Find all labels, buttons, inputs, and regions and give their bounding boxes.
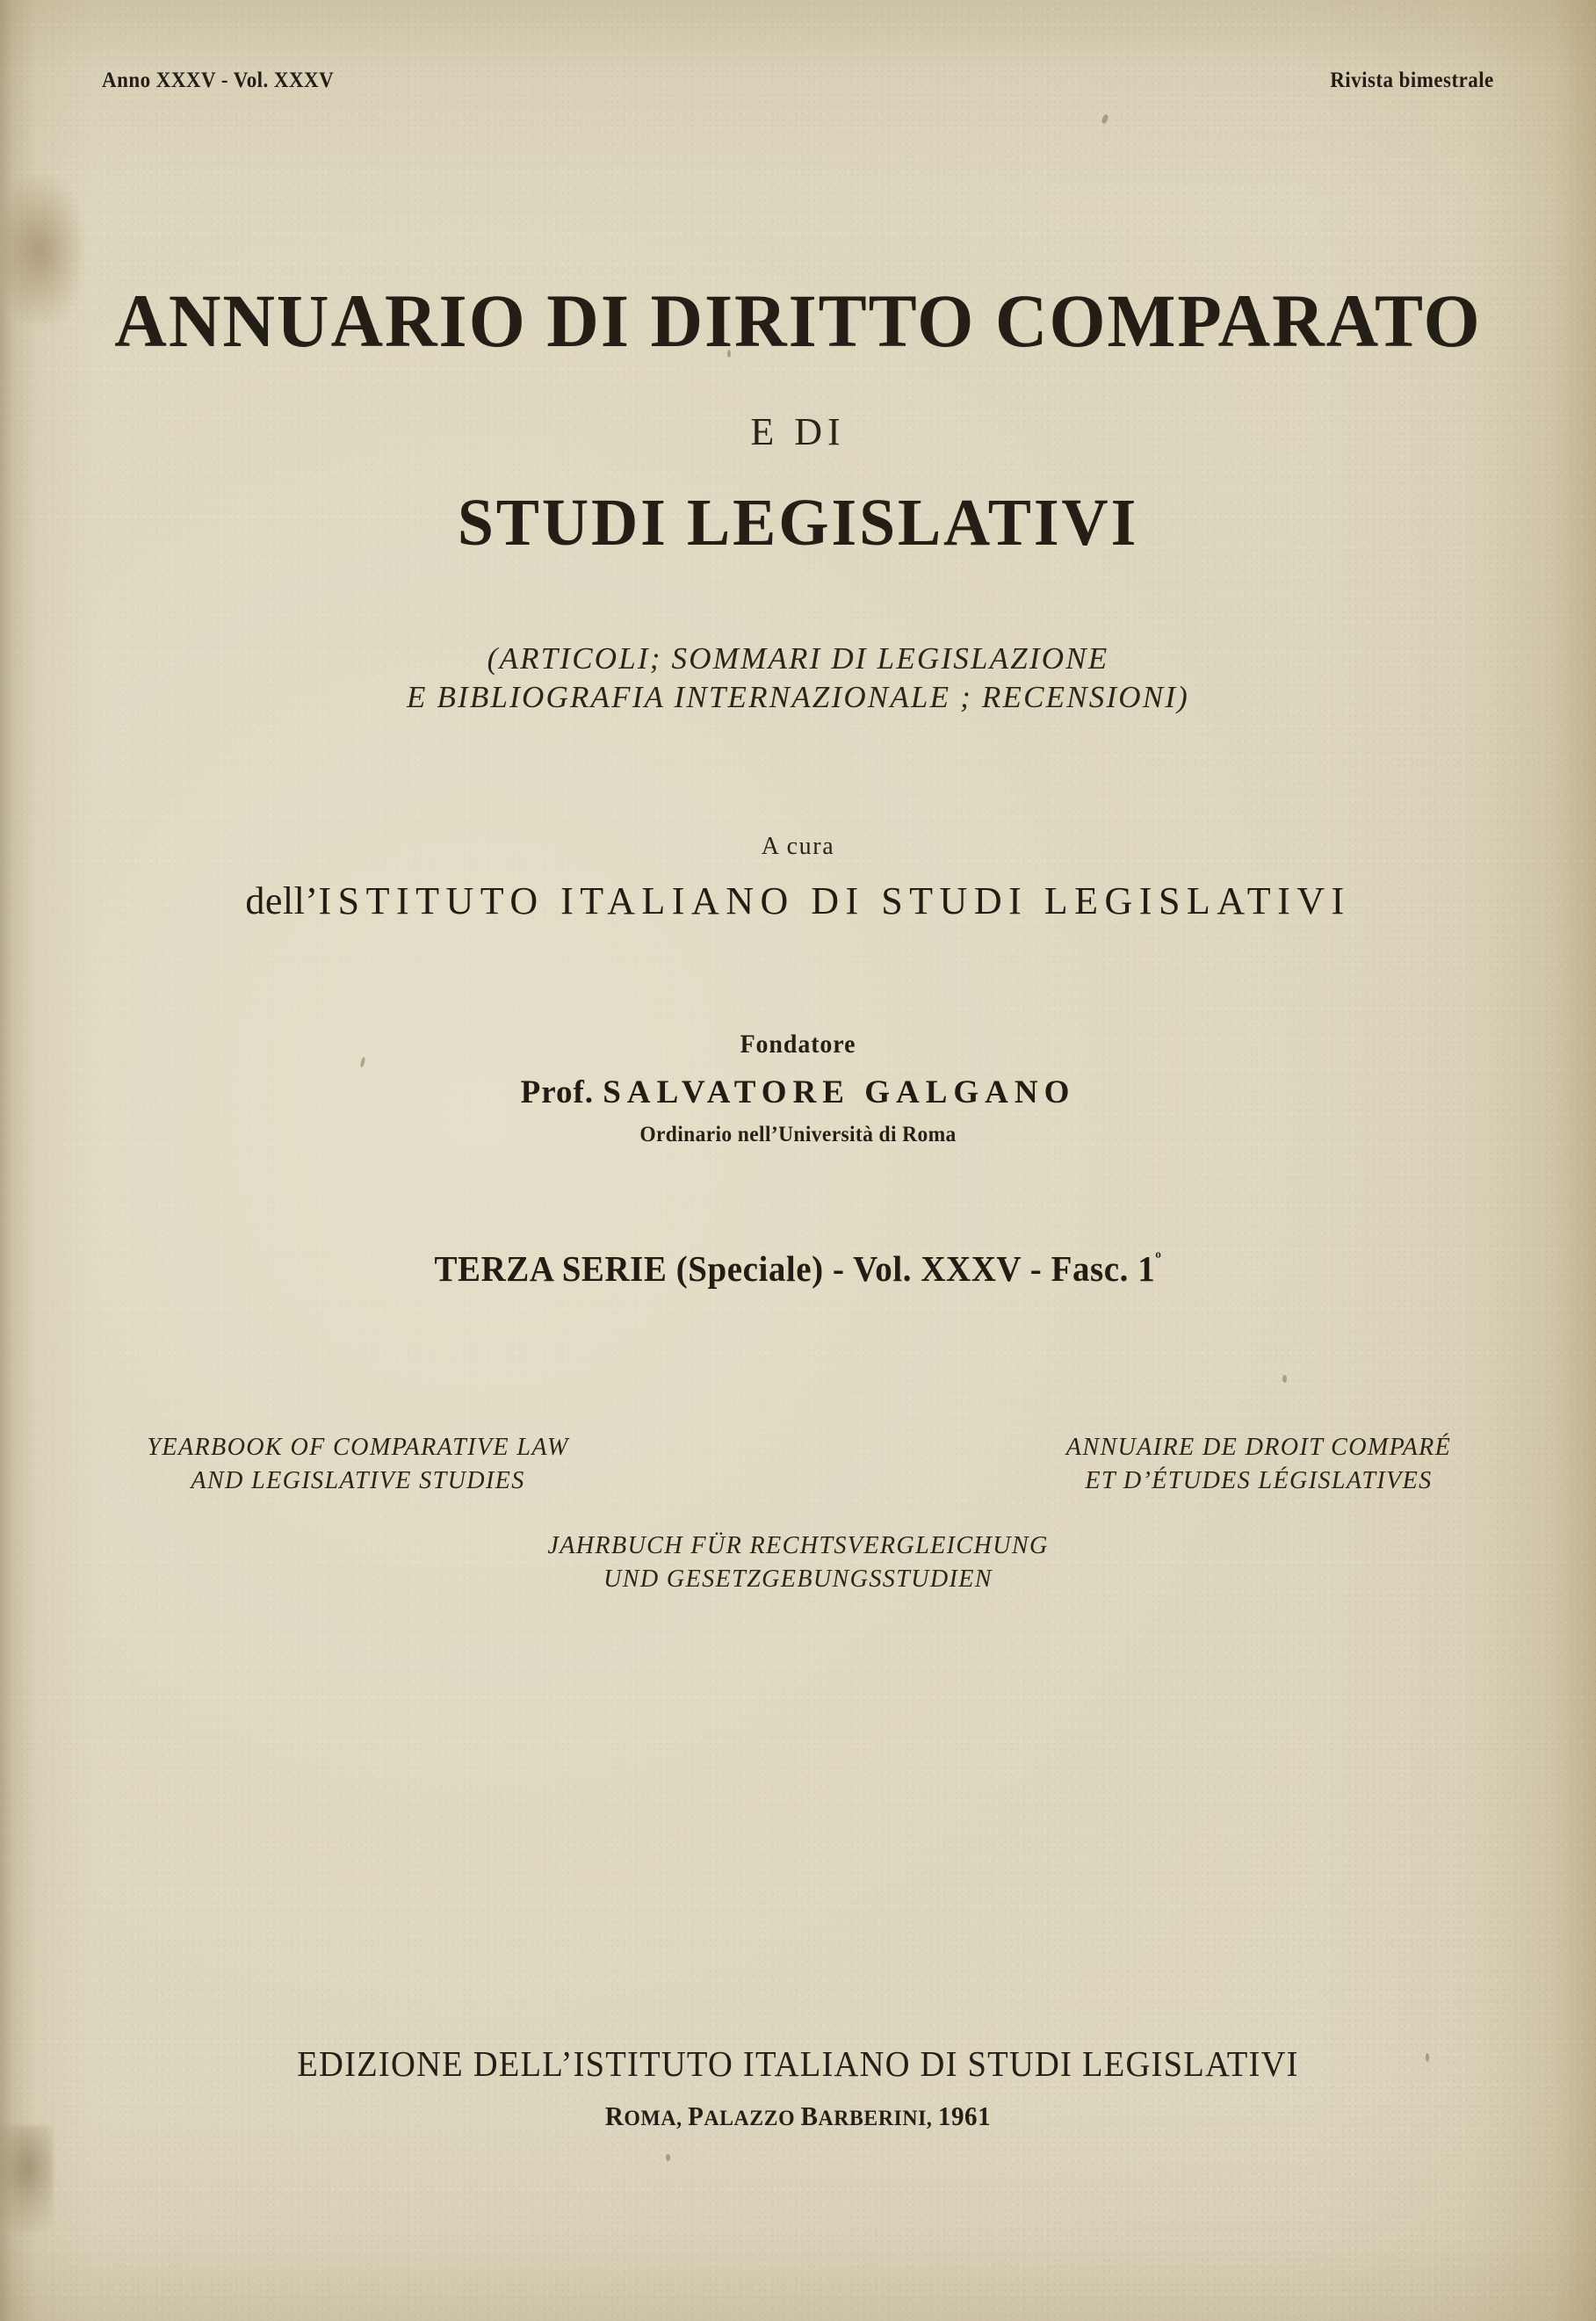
institute-name: ISTITUTO ITALIANO DI STUDI LEGISLATIVI xyxy=(318,879,1351,922)
translated-title-german xyxy=(24,1529,1571,1596)
barberini-rest: ARBERINI, xyxy=(818,2107,938,2130)
paper-stain-bottom-left xyxy=(0,2126,53,2231)
french-line1: ANNUAIRE DE DROIT COMPARÉ xyxy=(1065,1433,1452,1461)
running-head xyxy=(102,69,1494,93)
journal-title-secondary: STUDI LEGISLATIVI xyxy=(457,486,1139,560)
paper-fleck xyxy=(1101,113,1109,124)
journal-title-main: ANNUARIO DI DIRITTO COMPARATO xyxy=(114,278,1482,363)
founder-role: Ordinario nell’Università di Roma xyxy=(639,1123,957,1146)
founder-title-prefix: Prof. xyxy=(520,1074,603,1110)
translated-title-english xyxy=(147,1430,568,1498)
paper-fleck xyxy=(1282,1375,1287,1383)
imprint-publisher: EDIZIONE DELL’ISTITUTO ITALIANO DI STUDI LEGISLATIVI xyxy=(297,2043,1299,2084)
translated-titles-columns xyxy=(114,1430,1482,1498)
publisher-institute xyxy=(0,879,1596,923)
english-line2: AND LEGISLATIVE STUDIES xyxy=(191,1466,525,1495)
english-line1: YEARBOOK OF COMPARATIVE LAW xyxy=(147,1433,569,1461)
place-rest: OMA, xyxy=(624,2107,689,2130)
palazzo-rest: ALAZZO xyxy=(704,2107,801,2130)
german-line1: JAHRBUCH FÜR RECHTSVERGLEICHUNG xyxy=(547,1531,1049,1559)
contents-note-line1: (ARTICOLI; SOMMARI DI LEGISLAZIONE xyxy=(487,641,1109,676)
place-initial: R xyxy=(604,2101,625,2131)
barberini-initial: B xyxy=(800,2101,819,2131)
german-line2: UND GESETZGEBUNGSSTUDIEN xyxy=(603,1565,993,1594)
institute-lead: dell’ xyxy=(245,879,319,922)
series-ordinal-marker: º xyxy=(1155,1247,1162,1269)
running-head-right: Rivista bimestrale xyxy=(1330,69,1494,92)
founder-name xyxy=(0,1074,1596,1111)
founder-label: Fondatore xyxy=(740,1030,856,1059)
running-head-left: Anno XXXV - Vol. XXXV xyxy=(102,69,335,92)
imprint-place-year xyxy=(40,2101,1556,2132)
series-volume-line xyxy=(40,1247,1556,1290)
journal-title-conjunction: E DI xyxy=(750,410,846,453)
imprint-year: 1961 xyxy=(937,2101,992,2131)
translated-title-french xyxy=(1066,1430,1451,1498)
founder-person-name: SALVATORE GALGANO xyxy=(603,1074,1076,1110)
series-volume-text: TERZA SERIE (Speciale) - Vol. XXXV - Fasc. 1 xyxy=(434,1248,1156,1289)
paper-fleck xyxy=(666,2154,670,2161)
a-cura-label: A cura xyxy=(761,833,835,860)
palazzo-initial: P xyxy=(688,2101,704,2131)
french-line2: ET D’ÉTUDES LÉGISLATIVES xyxy=(1085,1466,1433,1495)
contents-note-line2: E BIBLIOGRAFIA INTERNAZIONALE ; RECENSIONI) xyxy=(406,680,1190,715)
contents-note xyxy=(0,640,1596,717)
